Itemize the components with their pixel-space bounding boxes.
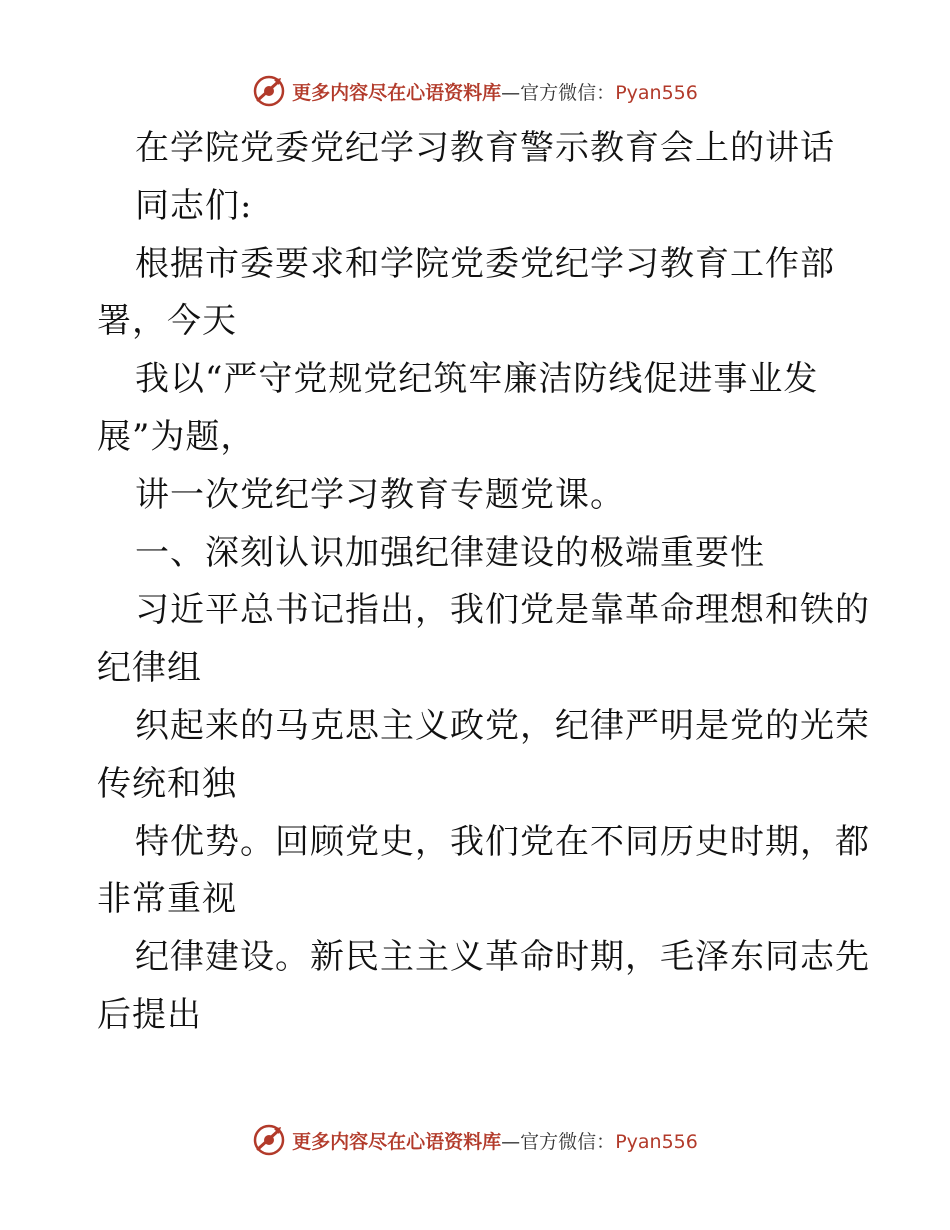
paragraph-line: 特优势。回顾党史，我们党在不同历史时期，都 <box>135 821 870 862</box>
watermark-wechat-id: Pyan556 <box>615 1130 698 1153</box>
watermark-wechat-id: Pyan556 <box>615 81 698 104</box>
paragraph-line: 根据市委要求和学院党委党纪学习教育工作部 <box>135 243 835 284</box>
brand-logo-icon <box>252 1123 286 1157</box>
watermark-text <box>292 1127 698 1154</box>
document-title: 在学院党委党纪学习教育警示教育会上的讲话 <box>135 128 835 168</box>
paragraph-line: 我以“严守党规党纪筑牢廉洁防线促进事业发 <box>135 359 819 400</box>
watermark-text <box>292 78 698 105</box>
document-body <box>97 120 870 1045</box>
paragraph-line: 展”为题， <box>97 416 256 457</box>
watermark-wechat-label: 官方微信： <box>520 81 616 104</box>
paragraph-line: 织起来的马克思主义政党，纪律严明是党的光荣 <box>135 705 870 746</box>
section-heading: 一、深刻认识加强纪律建设的极端重要性 <box>135 532 765 573</box>
brand-logo-icon <box>252 74 286 108</box>
paragraph-line: 后提出 <box>97 994 202 1035</box>
paragraph-line: 同志们: <box>135 185 253 226</box>
paragraph-line: 讲一次党纪学习教育专题党课。 <box>135 474 625 515</box>
watermark-separator: — <box>501 81 521 104</box>
paragraph-line: 纪律组 <box>97 648 202 689</box>
watermark-brand: 更多内容尽在心语资料库 <box>292 81 502 104</box>
paragraph-line: 传统和独 <box>97 763 237 804</box>
watermark-wechat-label: 官方微信： <box>520 1130 616 1153</box>
watermark-separator: — <box>501 1130 521 1153</box>
page-footer-watermark <box>0 1120 950 1160</box>
paragraph-line: 纪律建设。新民主主义革命时期，毛泽东同志先 <box>135 937 870 978</box>
paragraph-line: 非常重视 <box>97 879 237 920</box>
paragraph-line: 署，今天 <box>97 301 237 342</box>
paragraph-line: 习近平总书记指出，我们党是靠革命理想和铁的 <box>135 590 870 631</box>
page-header-watermark <box>0 71 950 111</box>
watermark-brand: 更多内容尽在心语资料库 <box>292 1130 502 1153</box>
